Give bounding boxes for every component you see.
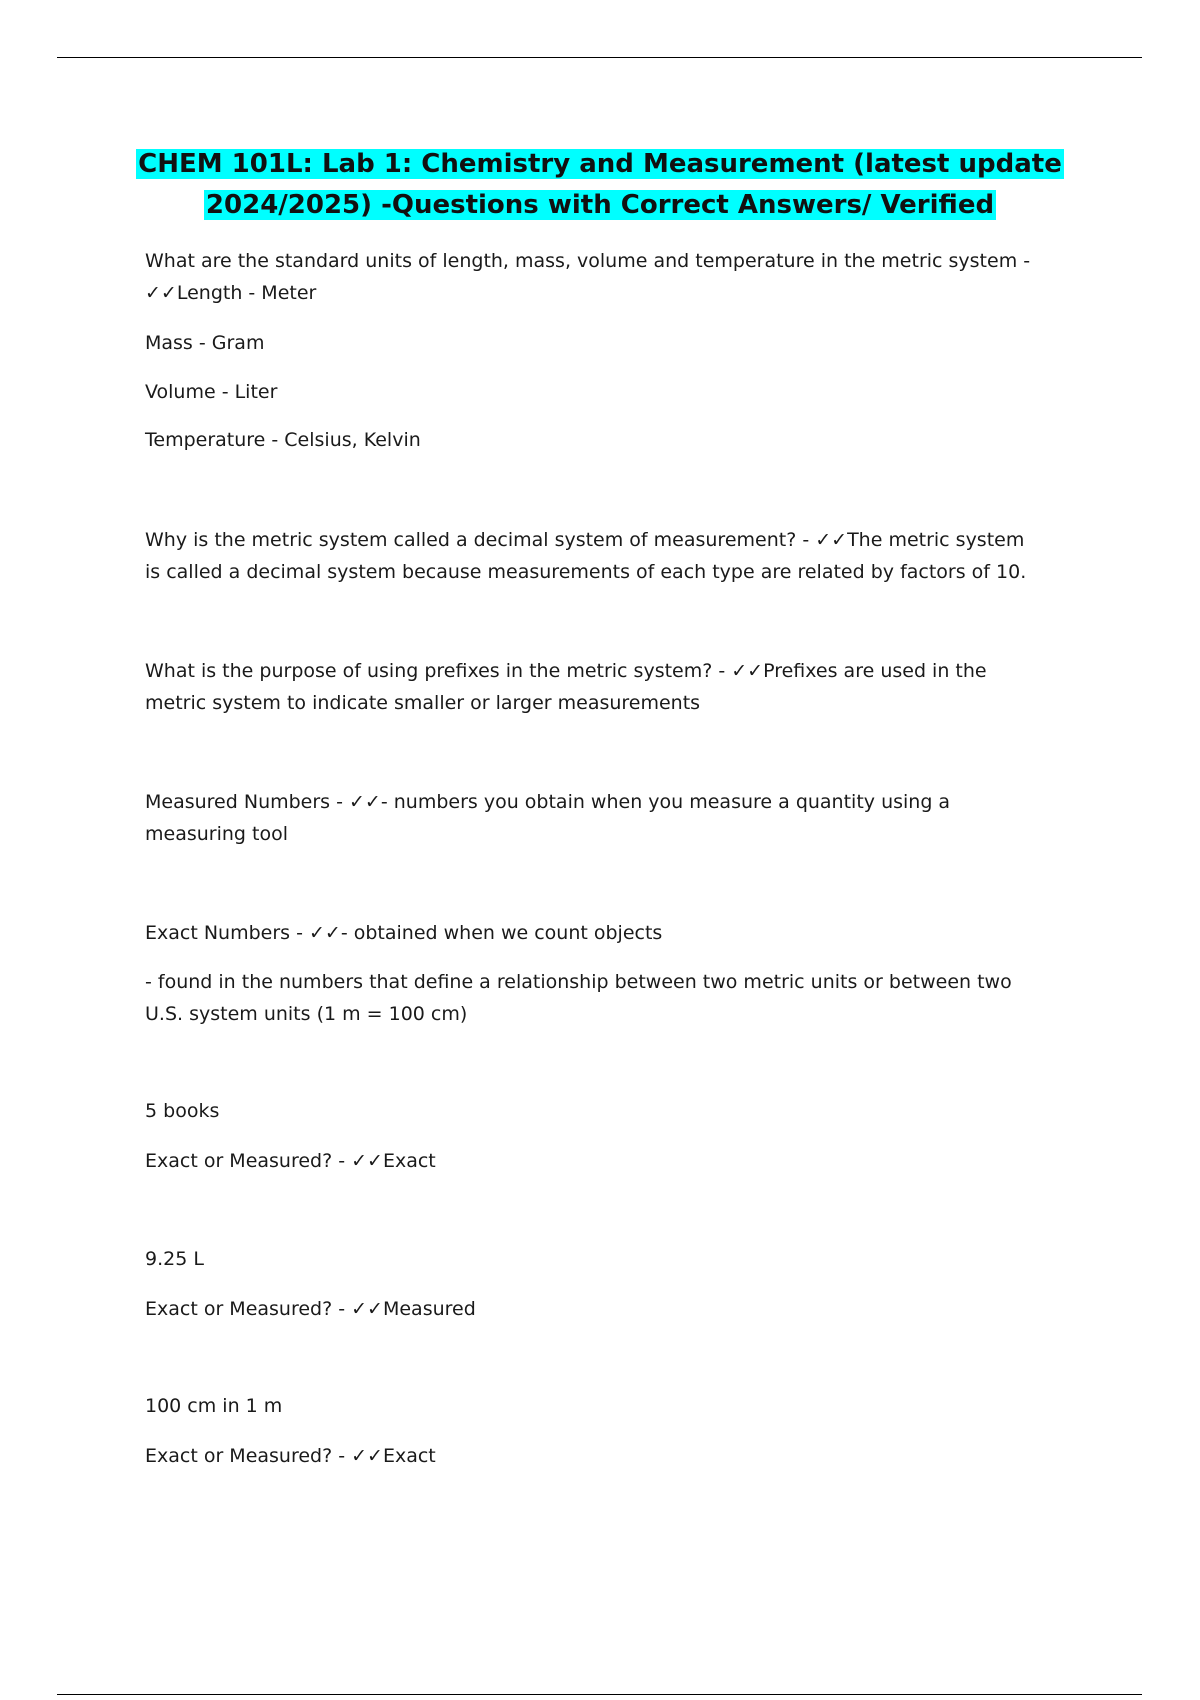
- paragraph-exact-numbers: [145, 917, 1075, 949]
- text-line: Measured Numbers - ✓✓- numbers you obtain when you measure a quantity using a: [145, 791, 951, 813]
- text-line: measuring tool: [145, 823, 288, 845]
- text-line: Why is the metric system called a decimal system of measurement? - ✓✓The metric system: [145, 529, 1025, 551]
- paragraph-volume: [145, 376, 1075, 408]
- document-title: [60, 144, 1140, 226]
- text-line: U.S. system units (1 m = 100 cm): [145, 1003, 468, 1025]
- text-line: What are the standard units of length, mass, volume and temperature in the metric system -: [145, 250, 1031, 272]
- paragraph-answer-exact-1: [145, 1145, 1075, 1177]
- text-line: Exact Numbers - ✓✓- obtained when we count objects: [145, 922, 663, 944]
- paragraph-measured-numbers: [145, 786, 1075, 850]
- header-rule: [57, 57, 1142, 58]
- text-line: 100 cm in 1 m: [145, 1395, 283, 1417]
- text-line: metric system to indicate smaller or larger measurements: [145, 692, 701, 714]
- paragraph-decimal-system: [145, 524, 1075, 588]
- text-line: 9.25 L: [145, 1248, 204, 1270]
- paragraph-temperature: [145, 424, 1075, 456]
- text-line: 5 books: [145, 1100, 220, 1122]
- text-line: ✓✓Length - Meter: [145, 282, 317, 304]
- paragraph-5-books: [145, 1095, 1075, 1127]
- text-line: Mass - Gram: [145, 332, 265, 354]
- paragraph-100-cm: [145, 1390, 1075, 1422]
- text-line: is called a decimal system because measurements of each type are related by factors of 10.: [145, 561, 1027, 583]
- text-line: - found in the numbers that define a relationship between two metric units or between two: [145, 971, 1012, 993]
- paragraph-mass: [145, 327, 1075, 359]
- paragraph-standard-units: [145, 245, 1075, 309]
- paragraph-answer-exact-2: [145, 1440, 1075, 1472]
- title-line-1: CHEM 101L: Lab 1: Chemistry and Measurement (latest update: [138, 149, 1062, 179]
- footer-rule: [57, 1694, 1142, 1695]
- paragraph-9-25-l: [145, 1243, 1075, 1275]
- text-line: What is the purpose of using prefixes in the metric system? - ✓✓Prefixes are used in the: [145, 660, 987, 682]
- paragraph-answer-measured: [145, 1293, 1075, 1325]
- paragraph-exact-numbers-detail: [145, 966, 1075, 1030]
- paragraph-prefixes: [145, 655, 1075, 719]
- title-line-2: 2024/2025) -Questions with Correct Answers/ Verified: [205, 190, 995, 220]
- text-line: Exact or Measured? - ✓✓Exact: [145, 1445, 436, 1467]
- text-line: Volume - Liter: [145, 381, 278, 403]
- text-line: Exact or Measured? - ✓✓Exact: [145, 1150, 436, 1172]
- text-line: Temperature - Celsius, Kelvin: [145, 429, 421, 451]
- text-line: Exact or Measured? - ✓✓Measured: [145, 1298, 476, 1320]
